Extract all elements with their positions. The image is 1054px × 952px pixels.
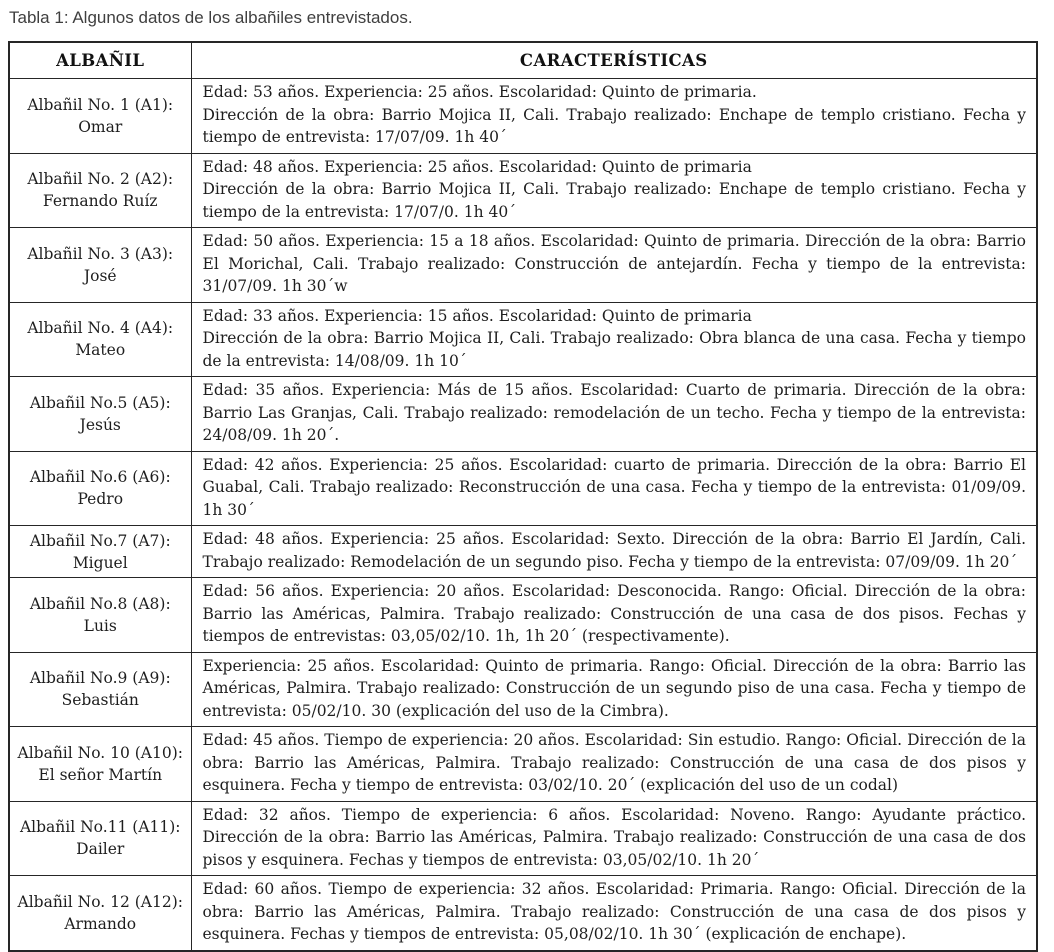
caracteristicas-text: Edad: 42 años. Experiencia: 25 años. Escolaridad: cuarto de primaria. Dirección de la obra: Barrio El Guabal, Cali. Trabajo realizado: Reconstrucción de una casa. Fecha y tiempo de la entrevista: 01/09/09. 1h 30´ [202,455,1026,519]
caracteristicas-text: Edad: 33 años. Experiencia: 15 años. Escolaridad: Quinto de primaria [202,306,752,325]
header-row [9,42,1037,79]
table-row [9,578,1037,653]
albanil-number: Albañil No.5 (A5): [29,393,171,412]
albanil-name: Armando [64,914,137,933]
table-body [9,79,1037,951]
table-row [9,377,1037,452]
caracteristicas-cell [191,228,1037,303]
albanil-number: Albañil No.6 (A6): [29,468,171,487]
table-row [9,302,1037,377]
caracteristicas-cell [191,451,1037,526]
albanil-number: Albañil No.11 (A11): [19,818,181,837]
albanil-name: Fernando Ruíz [42,192,158,211]
caracteristicas-cell [191,876,1037,951]
caracteristicas-text: Edad: 53 años. Experiencia: 25 años. Escolaridad: Quinto de primaria. [202,83,757,101]
albanil-cell [9,526,191,578]
albanil-cell [9,377,191,452]
caracteristicas-cell [191,801,1037,876]
table-row [9,228,1037,303]
albanil-number: Albañil No. 4 (A4): [27,319,174,338]
albanil-name: Mateo [75,341,126,360]
caracteristicas-cell [191,526,1037,578]
caracteristicas-cell [191,153,1037,228]
caracteristicas-cell [191,652,1037,727]
albanil-cell [9,876,191,951]
caracteristicas-text: Dirección de la obra: Barrio Mojica II, Cali. Trabajo realizado: Obra blanca de una casa. Fecha y tiempo de la entrevista: 14/08/09. 1h 10´ [202,329,1026,370]
caracteristicas-cell [191,727,1037,802]
albaniles-table [8,41,1038,952]
table-row [9,451,1037,526]
caracteristicas-cell [191,377,1037,452]
albanil-number: Albañil No.7 (A7): [29,531,171,550]
albanil-number: Albañil No.8 (A8): [29,594,171,613]
albanil-name: Dailer [76,840,125,859]
table-row [9,153,1037,228]
table-row [9,727,1037,802]
table-row [9,801,1037,876]
table-row [9,526,1037,578]
albanil-name: Sebastián [61,691,139,710]
albanil-number: Albañil No.9 (A9): [29,669,171,688]
albanil-number: Albañil No. 2 (A2): [27,170,174,189]
albanil-number: Albañil No. 10 (A10): [17,743,183,762]
albanil-cell [9,727,191,802]
albanil-name: Pedro [77,490,124,509]
caracteristicas-cell [191,302,1037,377]
caracteristicas-text: Experiencia: 25 años. Escolaridad: Quinto de primaria. Rango: Oficial. Dirección de la obra: Barrio las Américas, Palmira. Trabajo realizado: Construcción de un segundo piso de una casa. Fecha y tiempo de entrevista: 05/02/10. 30 (explicación del uso de la Cimbra). [202,656,1026,720]
albanil-cell [9,652,191,727]
albanil-name: Luis [83,616,117,635]
albanil-cell [9,801,191,876]
albanil-name: Miguel [72,553,128,572]
albanil-cell [9,79,191,154]
caracteristicas-text: Edad: 32 años. Tiempo de experiencia: 6 años. Escolaridad: Noveno. Rango: Ayudante práctico. Dirección de la obra: Barrio las Américas, Palmira. Trabajo realizado: Construcción de una casa de dos pisos y esquinera. Fechas y tiempos de entrevista: 03,05/02/10. 1h 20´ [202,805,1026,869]
albanil-name: José [83,266,117,285]
albanil-cell [9,153,191,228]
albanil-number: Albañil No. 1 (A1): [27,95,174,114]
caracteristicas-text: Edad: 45 años. Tiempo de experiencia: 20 años. Escolaridad: Sin estudio. Rango: Oficial. Dirección de la obra: Barrio las Américas, Palmira. Trabajo realizado: Construcción de una casa de dos pisos y esquinera. Fecha y tiempo de entrevista: 03/02/10. 20´ (explicación del uso de un codal) [202,731,1026,794]
table-row [9,652,1037,727]
caracteristicas-cell [191,578,1037,653]
caracteristicas-text: Dirección de la obra: Barrio Mojica II, Cali. Trabajo realizado: Enchape de templo cristiano. Fecha y tiempo de la entrevista: 17/07/0. 1h 40´ [202,180,1026,221]
albanil-number: Albañil No. 12 (A12): [17,892,183,911]
albanil-cell [9,302,191,377]
caracteristicas-text: Edad: 48 años. Experiencia: 25 años. Escolaridad: Sexto. Dirección de la obra: Barrio El Jardín, Cali. Trabajo realizado: Remodelación de un segundo piso. Fecha y tiempo de la entrevista: 07/09/09. 1h 20´ [202,530,1026,571]
table-caption: Tabla 1: Algunos datos de los albañiles entrevistados. [9,8,413,27]
table-row [9,876,1037,951]
caracteristicas-text: Edad: 50 años. Experiencia: 15 a 18 años. Escolaridad: Quinto de primaria. Dirección de la obra: Barrio El Morichal, Cali. Trabajo realizado: Construcción de antejardín. Fecha y tiempo de la entrevista: 31/07/09. 1h 30´w [202,232,1026,295]
albanil-cell [9,228,191,303]
caracteristicas-text: Dirección de la obra: Barrio Mojica II, Cali. Trabajo realizado: Enchape de templo cristiano. Fecha y tiempo de entrevista: 17/07/09. 1h 40´ [202,105,1026,146]
column-header-caracteristicas: CARACTERÍSTICAS [191,42,1037,79]
caracteristicas-text: Edad: 60 años. Tiempo de experiencia: 32 años. Escolaridad: Primaria. Rango: Oficial. Dirección de la obra: Barrio las Américas, Palmira. Trabajo realizado: Construcción de una casa de dos pisos y esquinera. Fechas y tiempos de entrevista: 05,08/02/10. 1h 30´ (explicación de enchape). [202,880,1026,943]
table-row [9,79,1037,154]
albanil-name: El señor Martín [38,765,163,784]
caracteristicas-text: Edad: 48 años. Experiencia: 25 años. Escolaridad: Quinto de primaria [202,157,752,176]
albanil-name: Omar [78,117,123,136]
albanil-cell [9,451,191,526]
column-header-albanil: ALBAÑIL [9,42,191,79]
albanil-number: Albañil No. 3 (A3): [27,244,174,263]
caracteristicas-text: Edad: 56 años. Experiencia: 20 años. Escolaridad: Desconocida. Rango: Oficial. Dirección de la obra: Barrio las Américas, Palmira. Trabajo realizado: Construcción de una casa de dos pisos. Fechas y tiempos de entrevistas: 03,05/02/10. 1h, 1h 20´ (respectivamente). [202,582,1026,645]
albanil-name: Jesús [79,415,121,434]
caracteristicas-cell [191,79,1037,154]
albanil-cell [9,578,191,653]
table-header [9,42,1037,79]
caracteristicas-text: Edad: 35 años. Experiencia: Más de 15 años. Escolaridad: Cuarto de primaria. Dirección de la obra: Barrio Las Granjas, Cali. Trabajo realizado: remodelación de un techo. Fecha y tiempo de la entrevista: 24/08/09. 1h 20´. [202,381,1026,444]
